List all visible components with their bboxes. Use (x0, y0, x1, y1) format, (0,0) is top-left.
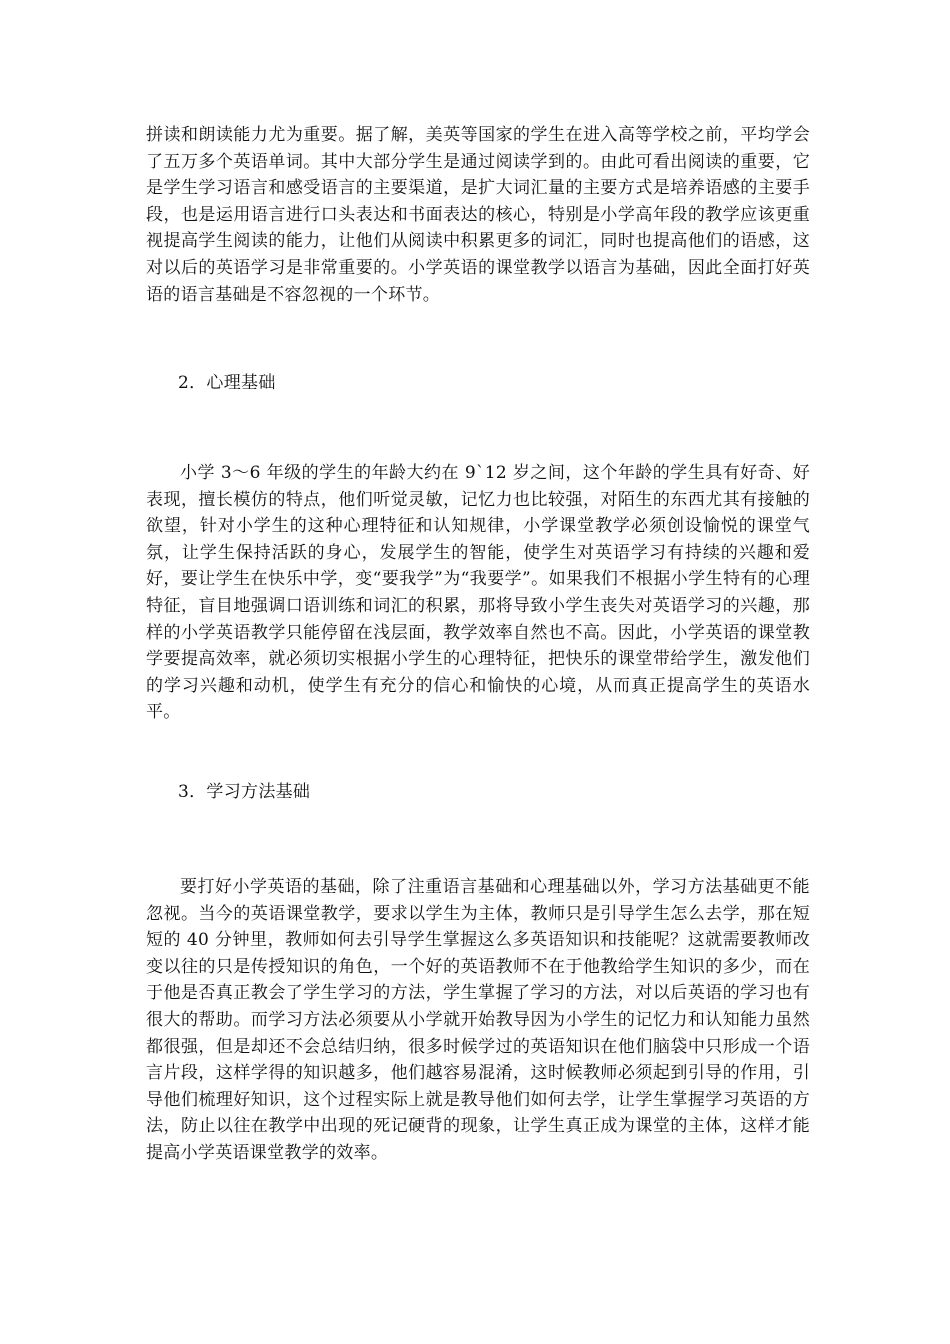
paragraph-language-foundation-continued: 拼读和朗读能力尤为重要。据了解，美英等国家的学生在进入高等学校之前，平均学会了五万多个英语单词。其中大部分学生是通过阅读学到的。由此可看出阅读的重要，它是学生学习语言和感受语言的主要渠道，是扩大词汇量的主要方式是培养语感的主要手段，也是运用语言进行口头表达和书面表达的核心，特别是小学高年段的教学应该更重视提高学生阅读的能力，让他们从阅读中积累更多的词汇，同时也提高他们的语感，这对以后的英语学习是非常重要的。小学英语的课堂教学以语言为基础，因此全面打好英语的语言基础是不容忽视的一个环节。 (146, 125, 810, 305)
paragraph-psychological-foundation: 小学 3～6 年级的学生的年龄大约在 9`12 岁之间，这个年龄的学生具有好奇、好表现，擅长模仿的特点，他们听觉灵敏，记忆力也比较强，对陌生的东西尤其有接触的欲望，针对小学生的这种心理特征和认知规律，小学课堂教学必须创设愉悦的课堂气氛，让学生保持活跃的身心，发展学生的智能，使学生对英语学习有持续的兴趣和爱好，要让学生在快乐中学，变“要我学”为“我要学”。如果我们不根据小学生特有的心理特征，盲目地强调口语训练和词汇的积累，那将导致小学生丧失对英语学习的兴趣，那样的小学英语教学只能停留在浅层面，教学效率自然也不高。因此，小学英语的课堂教学要提高效率，就必须切实根据小学生的心理特征，把快乐的课堂带给学生，激发他们的学习兴趣和动机，使学生有充分的信心和愉快的心境，从而真正提高学生的英语水平。 (146, 463, 810, 723)
paragraph-learning-method-foundation: 要打好小学英语的基础，除了注重语言基础和心理基础以外，学习方法基础更不能忽视。当今的英语课堂教学，要求以学生为主体，教师只是引导学生怎么去学，那在短短的 40 分钟里，教师如何去引导学生掌握这么多英语知识和技能呢？这就需要教师改变以往的只是传授知识的角色，一个好的英语教师不在于他教给学生知识的多少，而在于他是否真正教会了学生学习的方法，学生掌握了学习的方法，对以后英语的学习也有很大的帮助。而学习方法必须要从小学就开始教导因为小学生的记忆力和认知能力虽然都很强，但是却还不会总结归纳，很多时候学过的英语知识在他们脑袋中只形成一个语言片段，这样学得的知识越多，他们越容易混淆，这时候教师必须起到引导的作用，引导他们梳理好知识，这个过程实际上就是教导他们如何去学，让学生掌握学习英语的方法，防止以往在教学中出现的死记硬背的现象，让学生真正成为课堂的主体，这样才能提高小学英语课堂教学的效率。 (146, 877, 810, 1163)
section-heading-psychological-foundation: 2．心理基础 (178, 373, 276, 393)
section-heading-learning-method-foundation: 3．学习方法基础 (178, 782, 311, 802)
